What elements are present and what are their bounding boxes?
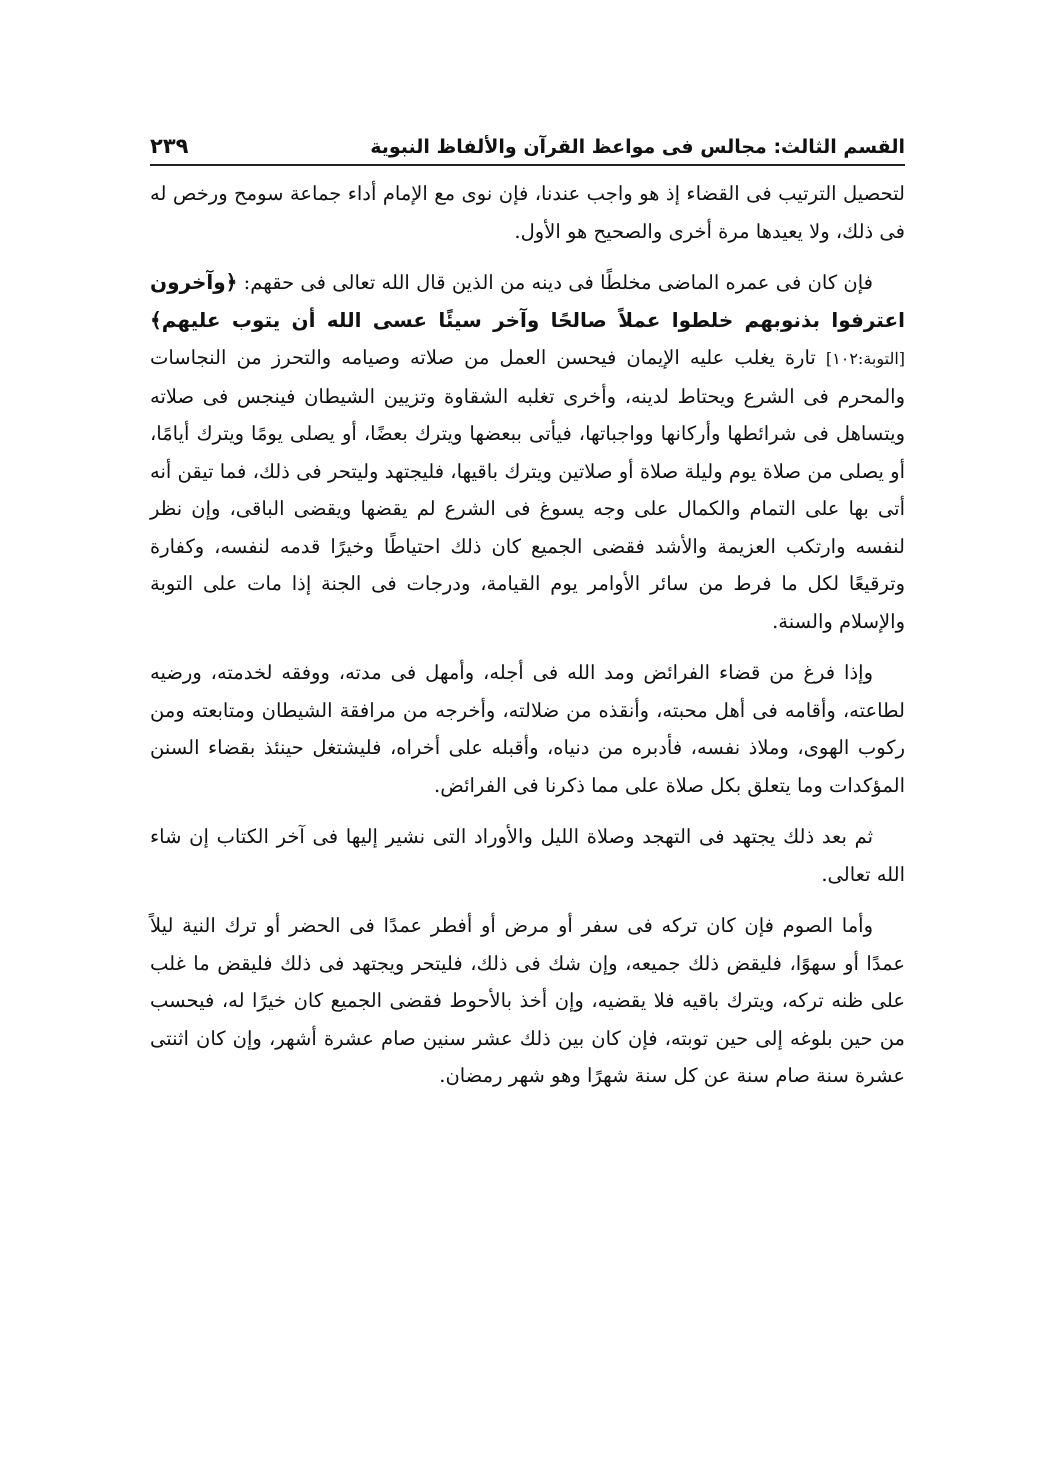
verse-citation: [التوبة:١٠٢] xyxy=(825,349,905,368)
paragraph-1 xyxy=(150,175,905,250)
paragraph-4 xyxy=(150,818,905,893)
part-label: القسم الثالث: xyxy=(773,136,905,158)
page-number: ٢٣٩ xyxy=(150,134,189,158)
paragraph-5 xyxy=(150,907,905,1095)
paragraph-2 xyxy=(150,264,905,640)
paragraph-text: ثم بعد ذلك يجتهد فى التهجد وصلاة الليل والأوراد التى نشير إليها فى آخر الكتاب إن شاء الله تعالى. xyxy=(150,825,905,886)
page-header xyxy=(150,118,905,158)
page-body xyxy=(150,175,905,1109)
paragraph-intro: فإن كان فى عمره الماضى مخلطًا فى دينه من الذين قال الله تعالى فى حقهم: xyxy=(243,271,873,294)
header-divider xyxy=(150,164,905,166)
paragraph-text: وأما الصوم فإن كان تركه فى سفر أو مرض أو أفطر عمدًا فى الحضر أو ترك النية ليلاً عمدًا أو سهوًا، فليقض ذلك جميعه، وإن شك فى ذلك، فليتحر ويجتهد فى ذلك فليقض ما غلب على ظنه تركه، ويترك باقيه فلا يقضيه، وإن أخذ بالأحوط فقضى الجميع كان خيرًا له، فيحسب من حين بلوغه إلى حين توبته، فإن كان بين ذلك عشر سنين صام عشرة أشهر، وإن كان اثنتى عشرة سنة صام سنة عن كل سنة شهرًا وهو شهر رمضان. xyxy=(150,914,905,1087)
book-section-title: مجالس فى مواعظ القرآن والألفاظ النبوية xyxy=(370,136,767,158)
quran-verse: ﴿وآخرون اعترفوا بذنوبهم خلطوا عملاً صالحًا وآخر سيئًا عسى الله أن يتوب عليهم﴾ xyxy=(150,270,905,332)
paragraph-text: تارة يغلب عليه الإيمان فيحسن العمل من صلاته وصيامه والتحرز من النجاسات والمحرم فى الشرع ويحتاط لدينه، وأخرى تغلبه الشقاوة وتزيين الشيطان فينجس فى صلاته ويتساهل فى شرائطها وأركانها وواجباتها، فيأتى ببعضها ويترك بعضًا، أو يصلى يومًا ويترك أيامًا، أو يصلى من صلاة يوم وليلة صلاة أو صلاتين ويترك باقيها، فليجتهد وليتحر فى ذلك، فما تيقن أنه أتى بها على التمام والكمال على وجه يسوغ فى الشرع لم يقضها ويقضى الباقى، وإن نظر لنفسه وارتكب العزيمة والأشد فقضى الجميع كان ذلك احتياطًا وخيرًا قدمه لنفسه، وكفارة وترقيعًا لكل ما فرط من سائر الأوامر يوم القيامة، ودرجات فى الجنة إذا مات على التوبة والإسلام والسنة. xyxy=(150,346,905,633)
paragraph-text: لتحصيل الترتيب فى القضاء إذ هو واجب عندنا، فإن نوى مع الإمام أداء جماعة سومح ورخص له فى ذلك، ولا يعيدها مرة أخرى والصحيح هو الأول. xyxy=(150,182,905,243)
paragraph-3 xyxy=(150,654,905,804)
running-head xyxy=(370,136,905,158)
paragraph-text: وإذا فرغ من قضاء الفرائض ومد الله فى أجله، وأمهل فى مدته، ووفقه لخدمته، ورضيه لطاعته، وأقامه فى أهل محبته، وأنقذه من ضلالته، وأخرجه من مرافقة الشيطان ومتابعته ومن ركوب الهوى، وملاذ نفسه، فأدبره من دنياه، وأقبله على أخراه، فليشتغل حينئذ بقضاء السنن المؤكدات وما يتعلق بكل صلاة على مما ذكرنا فى الفرائض. xyxy=(150,661,905,797)
